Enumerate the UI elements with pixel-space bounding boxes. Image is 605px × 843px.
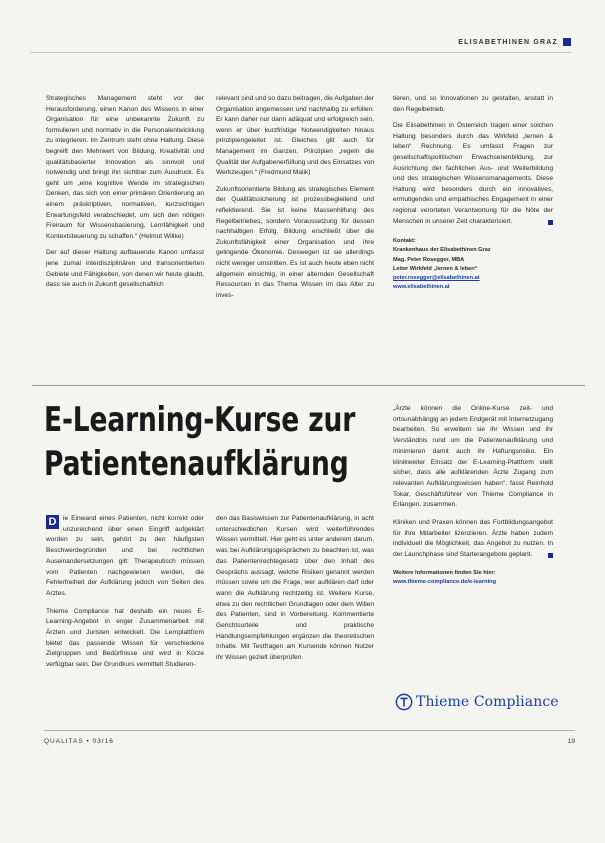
- article-column-1: [46, 514, 204, 678]
- upper-col2-paragraph-2: Zukunftsorientierte Bildung als strategisches Element der Qualitätssicherung ist prozessbegleitend und reflektierend. Sie ist keine Massenhilfung des Regelbetriebes, sondern Voraussetzung für dessen nachhaltigen Erfolg. Bildung erschließt über die Zukunftsfähigkeit einer Organisation und ihre gelingende Ökonomie. Deswegen ist sie allerdings nicht weniger umstritten. Es ist auch heute eben nicht allgemein einsichtig, in einer alternden Gesellschaft Ressourcen in das Thema Wissen im das Alter zu inves-: [216, 185, 374, 299]
- header-divider: [30, 52, 571, 53]
- logo-text: Thieme Compliance: [416, 694, 559, 710]
- contact-block: [393, 237, 553, 292]
- upper-col1-paragraph-2: Der auf dieser Haltung aufbauende Kanon umfasst jene zumal interdisziplinären und transorientierten Gebiete und Fähigkeiten, von denen wir heute glaubt, dass sie auch in Zukunft gesellschaftlich: [46, 249, 204, 289]
- end-of-article-icon: [548, 220, 553, 225]
- article-col1-paragraph-1-text: ie Einwand eines Patienten, nicht korrekt oder unzureichend über einen Eingriff aufgeklärt worden zu sein, gehört zu den häufigsten Beschwerdegründen und bei rechtlichen Auseinandersetzungen gilt: Therapeutisch müssen vom Patienten nachgewiesen werden, die Fehlerfreiheit der Aufklärung jedoch von Seiten des Arztes.: [46, 515, 204, 597]
- article-col1-paragraph-2: Thieme Compliance hat deshalb ein neues E-Learning-Angebot in enger Zusammenarbeit mit Ärzten und Juristen entwickelt. Die Lernplattform bietet das passende Wissen für verschiedene Zielgruppen und Bedürfnisse und wird in Kürze verfügbar sein. Der Grundkurs vermittelt Studieren-: [46, 607, 204, 669]
- more-info-block: [393, 569, 553, 587]
- article-column-3: [393, 404, 553, 587]
- end-of-article-icon: [548, 553, 553, 558]
- accent-square-icon: [563, 38, 571, 46]
- upper-col2-paragraph-1: relevant sind und so dazu beitragen, die Aufgaben der Organisation angemessen und nachhaltig zu erfüllen. Er kann daher nur dann adäquat und erfolgreich sein, wenn er über kurzfristige Notwendigkeiten hinaus prinzipiengeleitet ist. Gleiches gilt auch für Management im Ganzen. Prinzipien „regeln die Qualität der Aufgabenerfüllung und des Einsatzes von Werkzeugen.“ (Fredmund Malik): [216, 95, 374, 177]
- article-col3-paragraph-2-text: Kliniken und Praxen können das Fortbildungsangebot für ihre Mitarbeiter lizenzieren. Ärzte haben zudem individuell die Möglichkeit, das Angebot zu nutzen. In der Launchphase sind Starterangebote geplant.: [393, 519, 553, 559]
- thieme-logo-icon: [395, 693, 413, 711]
- drop-cap: D: [46, 515, 59, 529]
- contact-name: Mag. Peter Rosegger, MBA: [393, 256, 465, 263]
- upper-column-1: [46, 94, 204, 297]
- contact-email-link[interactable]: peter.rosegger@elisabethinen.at: [393, 274, 480, 281]
- article-col3-paragraph-1: „Ärzte können die Online-Kurse zeit- und ortsunabhängig an jedem Endgerät mit Internetzugang bearbeiten. So erweitern sie ihr Wissen und ihr Verständnis rund um die Patientenaufklärung und minimieren damit auch ihr Haftungsrisiko. Ein klinikweiter Einsatz der E-Learning-Plattform stellt sicher, dass alle aufklärenden Ärzte Zugang zum relevanten Aufklärungswissen haben“, fasst Reinhold Tokar, Geschäftsführer von Thieme Compliance in Erlangen, zusammen.: [393, 405, 553, 509]
- article-column-2: [216, 514, 374, 671]
- section-header: [458, 38, 571, 46]
- thieme-compliance-logo: [395, 693, 559, 711]
- article-col2-paragraph-1: den das Basiswissen zur Patientenaufklärung, in acht unterschiedlichen Kursen wird weiterführendes Wissen vermittelt. Hier geht es unter anderem darum, was bei Aufklärungsgesprächen zu beachten ist, was das Patientenrechtegesetz über den Inhalt des Gesprächs aussagt, welche Risiken genannt werden müssen sowie um die Frage, wer aufklären darf oder wann die Aufklärung rechtzeitig ist. Weitere Kurse, etwa zu den rechtlichen Grundlagen oder dem Willen des Patienten, sind in Vorbereitung. Kommentierte Gerichtsurteile und praktische Handlungsempfehlungen ergänzen die theoretischen Inhalte. Mit Testfragen am Kursende können Nutzer ihr Wissen gezielt überprüfen.: [216, 515, 374, 662]
- article-col3-paragraph-2: [393, 518, 553, 561]
- upper-col3-paragraph-1: tieren, und so Innovationen zu gestalten, anstatt in den Regelbetrieb.: [393, 95, 553, 113]
- headline-line-2: Patientenaufklärung: [44, 444, 349, 484]
- contact-role: Leiter Wirkfeld „lernen & leben“: [393, 265, 478, 272]
- upper-col3-paragraph-2-text: Die Elisabethinen in Österreich tragen einer solchen Haltung besonders durch das Wirkfeld „lernen & leben“ Rechnung. Es umfasst Fragen zur gesellschaftspolitischen Erwachsenenbildung, zur Ausrichtung der fachlichen Aus- und Weiterbildung und des strategischen Wissensmanagements. Diese Haltung wird besonders durch ein innovatives, ermutigendes und empathisches Engagement in einer regional verorteten Verantwortung für die Nöte der Menschen in unserer Zeit charakterisiert.: [393, 122, 553, 225]
- footer-divider: [44, 730, 575, 731]
- article-col1-paragraph-1: [46, 514, 204, 600]
- headline-line-1: E-Learning-Kurse zur: [44, 400, 356, 440]
- article-headline: [44, 398, 356, 486]
- article-divider: [32, 385, 585, 386]
- upper-col3-paragraph-2: [393, 121, 553, 227]
- upper-column-2: [216, 94, 374, 307]
- contact-website-link[interactable]: www.elisabethinen.at: [393, 284, 450, 291]
- more-info-title: Weitere Informationen finden Sie hier:: [393, 569, 496, 576]
- page-number: 19: [567, 738, 575, 745]
- contact-org: Krankenhaus der Elisabethinen Graz: [393, 247, 491, 254]
- more-info-link[interactable]: www.thieme-compliance.de/e-learning: [393, 578, 497, 585]
- footer-issue: QUALITAS • 03/16: [44, 738, 114, 745]
- upper-col1-paragraph-1: Strategisches Management steht vor der Herausforderung, einen Kanon des Wissens in einer Organisation für eine unbekannte Zukunft zu formulieren und normativ in die Personalentwicklung zu integrieren. Im Zentrum steht ohne Haltung. Diese begreift den Mehrwert von Bildung, Kreativität und qualitätsbasierter Innovation als sinnvoll und notwendig und bringt ihn sichtbar zum Ausdruck. Es geht um „eine kognitive Wende im strategischen Denken, das sich von einer primären Orientierung an einem präskriptiven, normativen, kurzsichtigen Erwartungsfeld verabschiedet, um sich den nötigen Freiraum für Wissensbasierung, Lernfähigkeit und Kontextsteuerung zu schaffen.“ (Helmut Willke): [46, 95, 204, 240]
- upper-column-3: [393, 94, 553, 292]
- contact-title: Kontakt:: [393, 238, 416, 245]
- section-header-text: ELISABETHINEN GRAZ: [458, 38, 558, 46]
